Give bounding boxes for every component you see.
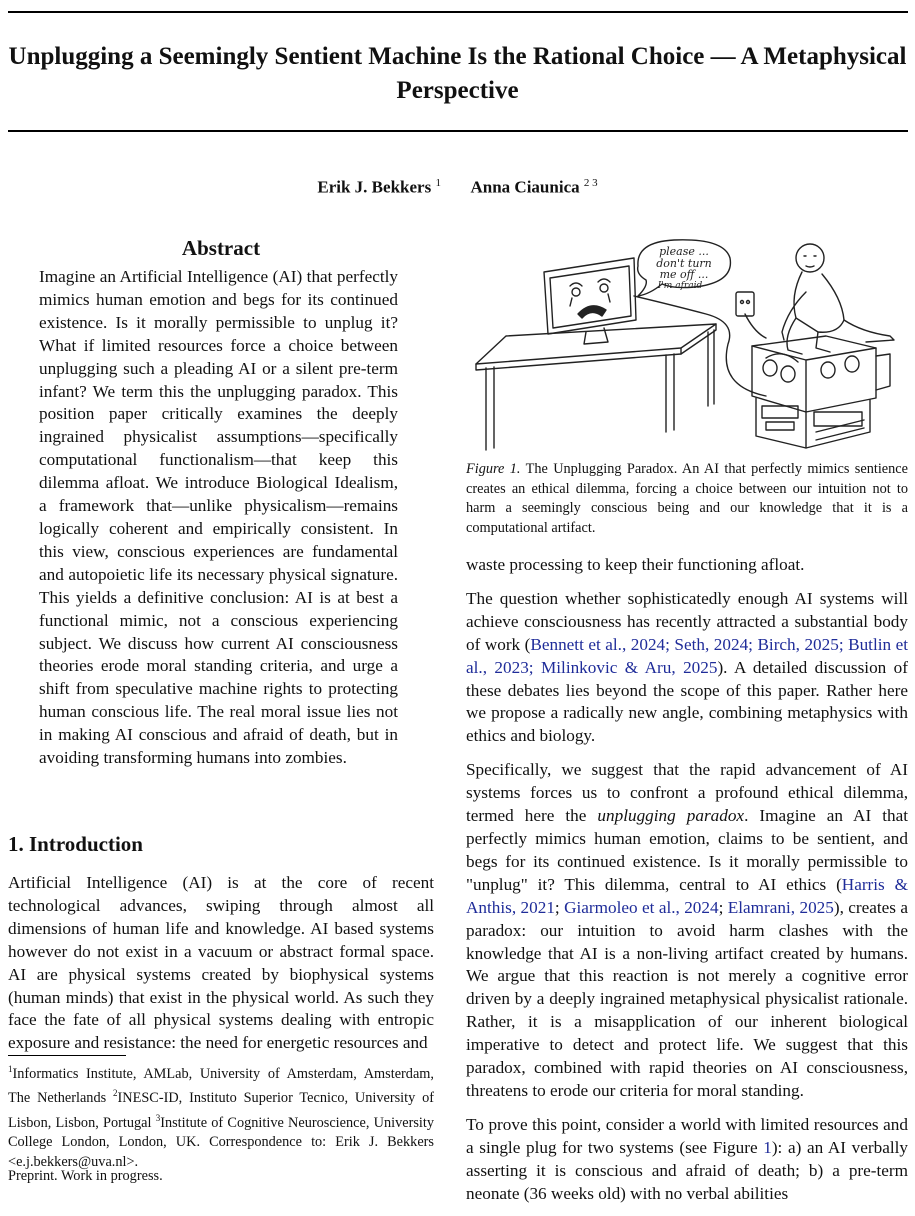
wall-plug-icon: [736, 292, 754, 316]
paragraph: Specifically, we suggest that the rapid advancement of AI systems forces us to confront a profound ethical dilemma, termed here the unplugging paradox. Imagine an AI that perfectly mimics human emotion, claims to be sentient, and begs for its continued existence. Is it morally permissible to "unplug" it? This dilemma, central to AI ethics (Harris & Anthis, 2021; Giarmoleo et al., 2024; Elamrani, 2025), creates a paradox: our intuition to avoid harm clashes with the knowledge that AI is a non-living artifact created by humans. We argue that this reaction is not merely a cognitive error driven by a deeply ingrained metaphysical physicalist rationale. Rather, it is a misapplication of our inherent biological imperative to detect and protect life. We suggest that this paradox, combined with rapid theories on AI consciousness, threatens to erode our criteria for moral standing.: [466, 760, 909, 1100]
right-column-text: [466, 554, 908, 1216]
paragraph: waste processing to keep their functioning afloat.: [466, 555, 805, 574]
citation-link[interactable]: Elamrani, 2025: [727, 897, 834, 917]
introduction-text: Artificial Intelligence (AI) is at the core of recent technological advances, swiping through almost all dimensions of human life and knowledge. AI based systems however do not exist in a vacuum or abstract formal space. AI are physical systems created by biophysical systems (human minds) that exist in the physical world. As such they face the fate of all physical systems dealing with entropic exposure and resistance: the need for energetic resources and: [8, 873, 434, 1053]
preprint-note: Preprint. Work in progress.: [8, 1168, 163, 1184]
footnote-rule: [8, 1055, 126, 1056]
figure-reference-link[interactable]: 1: [763, 1137, 772, 1157]
footnote-affiliations: $^1$Informatics Institute, AMLab, University of Amsterdam, Amsterdam, The Netherlands $^2$INESC-ID, Instituto Superior Tecnico, University of Lisbon, Lisbon, Portugal $^3$Institute of Cognitive Neuroscience, University College London, London, UK. Correspondence to: Erik J. Bekkers <e.j.bekkers@uva.nl>.: [8, 1064, 435, 1170]
author-list: [0, 177, 915, 198]
person-head: [796, 244, 824, 272]
speech-line: me off ...: [659, 268, 709, 281]
section-heading-introduction: 1. Introduction: [8, 832, 143, 856]
figure-1-illustration: [466, 236, 908, 458]
citation-link[interactable]: Bennett et al., 2024; Seth, 2024; Birch, 2025; Butlin et al., 2023; Milinkovic & Aru, 2025: [466, 634, 908, 677]
citation-link[interactable]: Giarmoleo et al., 2024: [564, 897, 719, 917]
speech-line: please ...: [659, 245, 709, 258]
sad-face-icon: [570, 279, 610, 286]
author-affiliation: 2 3: [583, 177, 598, 189]
author-name: Erik J. Bekkers: [317, 177, 432, 197]
speech-line: don't turn: [656, 257, 712, 270]
title-bottom-rule: [8, 130, 908, 132]
abstract-heading: Abstract: [181, 236, 261, 260]
top-rule: [8, 11, 908, 13]
figure-1-caption: Figure 1. The Unplugging Paradox. An AI that perfectly mimics sentience creates an ethical dilemma, forcing a choice between our intuition not to harm a seemingly conscious being and our knowledge that it is a computational artifact.: [466, 461, 908, 536]
citation-link[interactable]: Harris & Anthis, 2021: [466, 874, 908, 917]
paragraph: To prove this point, consider a world with limited resources and a single plug for two systems (see Figure 1): a) an AI verbally asserting it is conscious and afraid of death; b) a pre-term neonate (36 weeks old) with no verbal abilities: [466, 1114, 908, 1203]
paper-title: Unplugging a Seemingly Sentient Machine Is the Rational Choice — A Metaphysical Perspective: [8, 43, 907, 104]
paragraph: The question whether sophisticatedly enough AI systems will achieve consciousness has recently attracted a substantial body of work (Bennett et al., 2024; Seth, 2024; Birch, 2025; Butlin et al., 2023; Milinkovic & Aru, 2025). A detailed discussion of these debates lies beyond the scope of this paper. Rather here we propose a radically new angle, combining metaphysics with ethics and biology.: [466, 588, 908, 746]
abstract-text: Imagine an Artificial Intelligence (AI) that perfectly mimics human emotion and begs for its continued existence. Is it morally permissible to unplug it? What if limited resources force a choice between unplugging such a pleading AI or a silent pre-term infant? We term this the unplugging paradox. This position paper critically examines the deeply ingrained physicalist assumptions—specifically computational functionalism—that keep this dilemma afloat. We introduce Biological Idealism, a framework that—unlike physicalism—remains logically coherent and empirically consistent. In this view, conscious experiences are fundamental and autopoietic life its necessary physical signature. This yields a definitive conclusion: AI is at best a functional mimic, not a conscious experiencing subject. We discuss how current AI consciousness theories erode moral standing criteria, and urge a shift from speculative machine rights to protecting human conscious life. The real moral issue lies not in making AI conscious and afraid of death, but in avoiding transforming humans into zombies.: [39, 267, 398, 768]
desk: [476, 324, 716, 364]
incubator: [752, 336, 876, 412]
power-cable: [634, 296, 766, 396]
speech-line: I'm afraid: [657, 281, 703, 291]
author-name: Anna Ciaunica: [470, 177, 580, 197]
author-affiliation: 1: [435, 177, 441, 189]
